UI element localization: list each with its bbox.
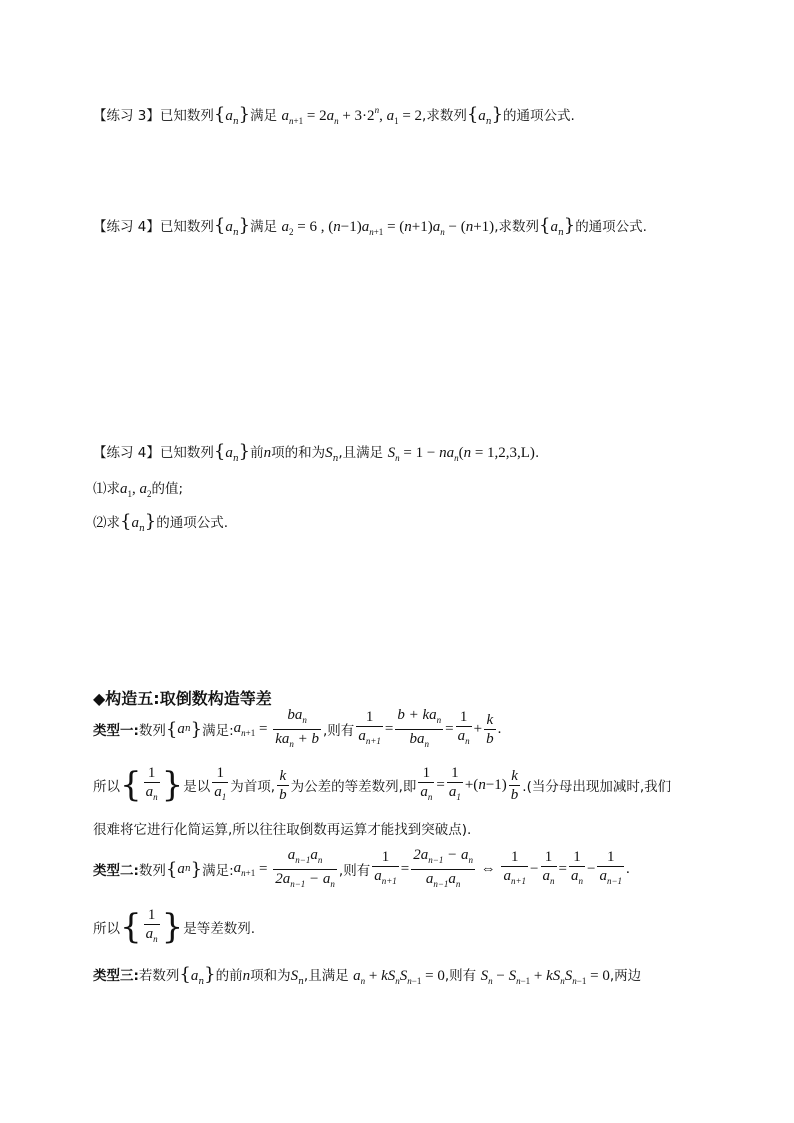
type1-line3: 很难将它进行化简运算,所以往往取倒数再运算才能找到突破点). (93, 822, 472, 838)
type3-formula1: $a_n + kS_nS_{n-1} = 0$ (353, 968, 445, 986)
type2-line2: 所以 { $\frac{1}{a_n}$ } 是等差数列. (93, 907, 256, 947)
section-title: ◆构造五:取倒数构造等差 (93, 689, 272, 708)
exercise-4b-q1: ⑴求$a_1$, $a_2$的值; (93, 481, 184, 499)
exercise-3: 【练习 3】已知数列$\{a_n\}$满足 $a_{n+1} = 2a_n + 3\cdot 2^n$, $a_1 = 2$,求数列$\{a_n\}$的通项公式. (93, 104, 575, 127)
type2-line1: 类型二: 数列 { a n } 满足: $a_{n+1}$ = $\frac{a_{n-1}a_n}{2a_{n-1} - a_n}$ ,则有 $\frac{1}{a_{n+1}}$ = $\frac{2a_{n-1} - a_n}{a_{n-1}a_n}$ ⇔ $\frac{1}{a_{n+1}}$ − $\frac{1}{a_n}$ = $\frac{1}{a_n}$ − $\frac{1}{a_{n-1}}$ . (93, 846, 630, 889)
type1-frac1: $\frac{ba_n}{ka_n + b}$ (275, 706, 320, 749)
exercise-3-label: 【练习 3】 (93, 108, 160, 124)
type3-formula2: $S_n - S_{n-1} + kS_nS_{n-1} = 0$ (480, 968, 610, 986)
exercise-4b-formula: $S_n = 1 - na_n(n = 1,2,3,L)$ (387, 445, 535, 463)
type1-line2: 所以 { $\frac{1}{a_n}$ } 是以 $\frac{1}{a_1}$ 为首项, $\frac{k}{b}$ 为公差的等差数列,即 $\frac{1}{a_n}$ = $\frac{1}{a_1}$ +( n −1) $\frac{k}{b}$ .(当分母出现加减时,我们 (93, 765, 672, 805)
type1-line1: 类型一: 数列 { a n } 满足: $a_{n+1}$ = $\frac{ba_n}{ka_n + b}$ ,则有 $\frac{1}{a_{n+1}}$ = $\frac{b + ka_n}{ba_n}$ = $\frac{1}{a_n}$ + $\frac{k}{b}$ . (93, 708, 501, 750)
q1-formula: $a_1$, $a_2$ (120, 481, 152, 499)
type3-label: 类型三: (93, 968, 139, 984)
exercise-4b-label: 【练习 4】 (93, 445, 160, 461)
exercise-4b: 【练习 4】已知数列$\{a_n\}$前n项的和为$S_n$,且满足 $S_n = 1 - na_n(n = 1,2,3,L)$. (93, 441, 540, 464)
exercise-4a-formula: $a_2 = 6$ , $(n-1)a_{n+1} = (n+1)a_n - (n+1)$ (281, 219, 495, 237)
type3-line1: 类型三:若数列$\{a_n\}$的前n项和为$S_n$,且满足 $a_n + kS_nS_{n-1} = 0$,则有 $S_n - S_{n-1} + kS_nS_{n-1} = 0$,两边 (93, 964, 642, 987)
exercise-3-formula: $a_{n+1} = 2a_n + 3\cdot 2^n$, $a_1 = 2$ (281, 105, 423, 126)
type1-label: 类型一: (93, 723, 139, 739)
exercise-4a: 【练习 4】已知数列$\{a_n\}$满足 $a_2 = 6$ , $(n-1)a_{n+1} = (n+1)a_n - (n+1)$,求数列$\{a_n\}$的通项公式. (93, 215, 647, 238)
exercise-4b-q2: ⑵求$\{a_n\}$的通项公式. (93, 511, 228, 534)
type2-label: 类型二: (93, 863, 139, 879)
exercise-4a-label: 【练习 4】 (93, 219, 160, 235)
